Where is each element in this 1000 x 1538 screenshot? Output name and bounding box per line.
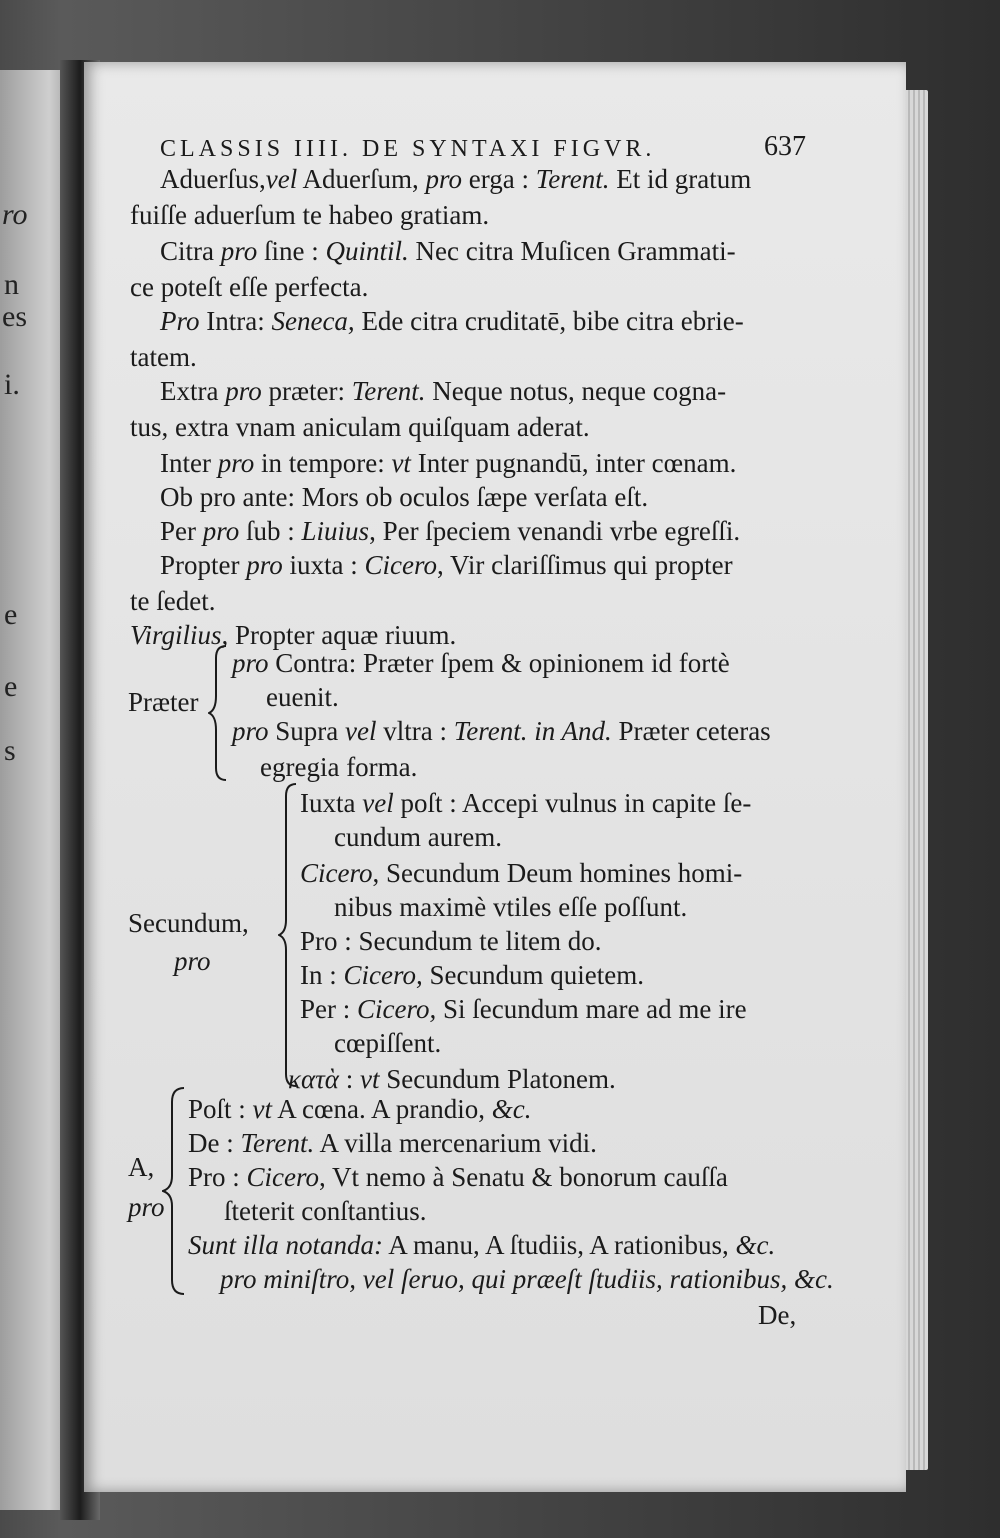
edge-fragment: s <box>4 734 16 767</box>
a-line: pro miniſtro, vel ſeruo, qui præeſt ſtudiis, rationibus, &c. <box>220 1264 834 1294</box>
text-line: Per pro ſub : Liuius, Per ſpeciem venandi vrbe egreſſi. <box>160 516 741 546</box>
secundum-line: Cicero, Secundum Deum homines homi- <box>300 858 743 888</box>
text-line: Citra pro ſine : Quintil. Nec citra Muſicen Grammati- <box>160 236 736 266</box>
text-line: Propter pro iuxta : Cicero, Vir clariſſimus qui propter <box>160 550 733 580</box>
praeter-line: egregia forma. <box>260 752 418 782</box>
right-page <box>84 62 906 1492</box>
praeter-line: euenit. <box>266 682 339 712</box>
praeter-line: pro Supra vel vltra : Terent. in And. Præter ceteras <box>232 716 771 746</box>
brace-icon <box>278 782 302 1088</box>
secundum-line: κατὰ : vt Secundum Platonem. <box>288 1064 616 1094</box>
edge-fragment: n <box>4 268 19 301</box>
secundum-line: Pro : Secundum te litem do. <box>300 926 602 956</box>
text-line: fuiſſe aduerſum te habeo gratiam. <box>130 200 490 230</box>
text-line: ce poteſt eſſe perfecta. <box>130 272 369 302</box>
a-line: Pro : Cicero, Vt nemo à Senatu & bonorum cauſſa <box>188 1162 728 1192</box>
edge-fragment: i. <box>4 368 20 401</box>
text-line: tus, extra vnam aniculam quiſquam aderat. <box>130 412 590 442</box>
praeter-line: pro Contra: Præter ſpem & opinionem id fortè <box>232 648 730 678</box>
secundum-line: In : Cicero, Secundum quietem. <box>300 960 644 990</box>
praeter-head: Præter <box>128 687 199 717</box>
brace-icon <box>162 1086 190 1296</box>
text-line: Extra pro præter: Terent. Neque notus, neque cogna- <box>160 376 727 406</box>
text-line: Virgilius, Propter aquæ riuum. <box>130 620 457 650</box>
a-head: A, <box>128 1152 155 1182</box>
secundum-line: Per : Cicero, Si ſecundum mare ad me ire <box>300 994 747 1024</box>
a-sub: pro <box>128 1192 165 1222</box>
edge-fragment: ro <box>2 198 28 231</box>
edge-fragment: es <box>2 300 27 333</box>
catchword: De, <box>758 1300 797 1330</box>
a-line: De : Terent. A villa mercenarium vidi. <box>188 1128 597 1158</box>
a-line: Poſt : vt A cœna. A prandio, &c. <box>188 1094 532 1124</box>
secundum-line: cœpiſſent. <box>334 1028 442 1058</box>
text-line: tatem. <box>130 342 197 372</box>
running-title: CLASSIS IIII. DE SYNTAXI FIGVR. <box>160 136 656 162</box>
text-line: te ſedet. <box>130 586 216 616</box>
secundum-line: nibus maximè vtiles eſſe poſſunt. <box>334 892 688 922</box>
a-line: Sunt illa notanda: A manu, A ſtudiis, A rationibus, &c. <box>188 1230 776 1260</box>
text-line: Aduerſus,vel Aduerſum, pro erga : Terent. Et id gratum <box>160 164 752 194</box>
edge-fragment: e <box>4 598 18 631</box>
text-line: Pro Intra: Seneca, Ede citra cruditatē, bibe citra ebrie- <box>160 306 744 336</box>
secundum-sub: pro <box>174 946 211 976</box>
edge-fragment: e <box>4 670 18 703</box>
text-line: Inter pro in tempore: vt Inter pugnandū, inter cœnam. <box>160 448 737 478</box>
text-line: Ob pro ante: Mors ob oculos ſæpe verſata eſt. <box>160 482 649 512</box>
brace-icon <box>208 644 232 782</box>
secundum-line: cundum aurem. <box>334 822 502 852</box>
secundum-line: Iuxta vel poſt : Accepi vulnus in capite ſe- <box>300 788 752 818</box>
secundum-head: Secundum, <box>128 908 249 938</box>
a-line: ſteterit conſtantius. <box>224 1196 427 1226</box>
page-number: 637 <box>764 131 806 162</box>
